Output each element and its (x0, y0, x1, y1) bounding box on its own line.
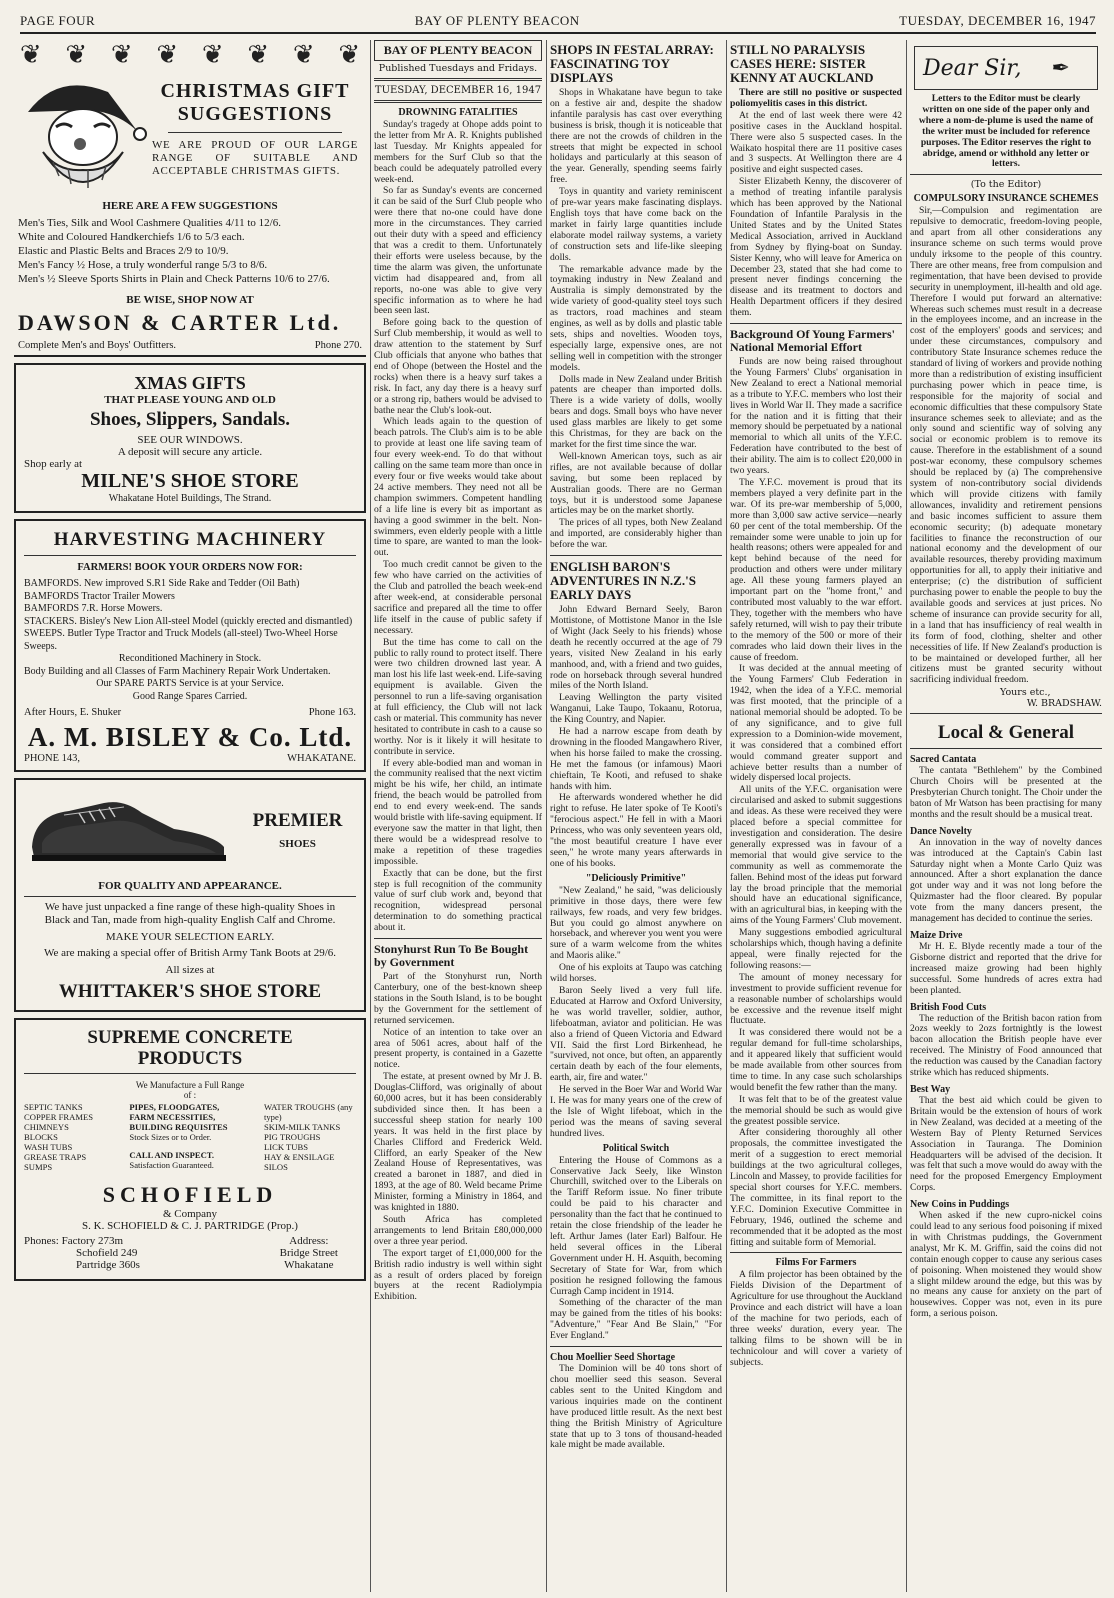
list-item: STACKERS. Bisley's New Lion All-steel Model (quickly erected and dismantled) (24, 615, 353, 627)
list-item: BAMFORDS 7.R. Horse Mowers. (24, 603, 163, 614)
company-name: A. M. BISLEY & Co. Ltd. (27, 722, 353, 752)
paragraph: Exactly that can be done, but the first step is full recognition of the community value of surf club work and, beyond that recognition, widespread personal determination to do something practical about it. (374, 867, 542, 934)
news-item-heading: Sacred Cantata (910, 754, 977, 766)
store-name: WHITTAKER'S SHOE STORE (58, 981, 322, 1002)
article-body (730, 357, 902, 1248)
masthead-title: BAY OF PLENTY BEACON (374, 40, 542, 61)
list-item: Men's Ties, Silk and Wool Cashmere Qualities 4/11 to 12/6. (18, 217, 281, 229)
article-lead: There are still no positive or suspected poliomyelitis cases in this district. (730, 87, 902, 109)
address-line: Bridge Street (279, 1247, 338, 1259)
list-item: White and Coloured Handkerchiefs 1/6 to 5/3 each. (18, 231, 245, 243)
shoe-icon (24, 785, 239, 875)
paragraph: Before going back to the question of Surf Club membership, it would as well to draw attention to the statement by Surf Club officials that anyone who bathes that end of Ohope (between the Hostel and the rocks) when there is a heavy surf takes a risk. In fact, any day there is a heavy surf or a strong rip, bathers would be advised to bathe near the Club's look-out. (374, 317, 542, 416)
news-item-heading: Dance Novelty (910, 825, 972, 837)
quill-pen-icon: ✒ (1051, 55, 1070, 81)
letters-column (906, 40, 1102, 1592)
list-item: COPPER FRAMES (24, 1112, 94, 1122)
paragraph: It was felt that to be of the greatest value the memorial should be such as would give the greatest possible service. (730, 1093, 902, 1127)
list-item: WASH TUBS (24, 1142, 73, 1152)
address (280, 1235, 338, 1271)
article-headline: Stonyhurst Run To Be Bought by Government (374, 942, 529, 970)
paragraph: South Africa has completed arrangements to lend Britain £80,000,000 over a three year period. (374, 1214, 542, 1247)
paragraph: After considering thoroughly all other proposals, the committee investigated the merit of a suggestion to erect memorial buildings at the two agricultural colleges, Lincoln and Massey, to provide facilities for special short courses for Y.F.C. members. The committee, in its final report to the Y.F.C. Dominion Executive Committee in February, 1946, outlined the scheme and recommended that it be adopted as the most fitting and suitable form of Memorial. (730, 1127, 902, 1248)
list-item: LICK TUBS (263, 1142, 308, 1152)
call-inspect: CALL AND INSPECT. (129, 1150, 215, 1160)
paragraph: Baron Seely lived a very full life. Educated at Harrow and Oxford University, he was world traveller, soldier, author, lifeboatman, aviator and politician. He was also a friend of Queen Victoria and Edward VII. Said the first Lord Birkenhead, he "survived, not once, but often, an apparently certain death by each of the four elements, earth, air, fire and water." (550, 984, 722, 1084)
page-number: PAGE FOUR (20, 13, 96, 28)
article-body (550, 1364, 722, 1451)
dawson-carter-ad (14, 40, 366, 357)
article-headline: STILL NO PARALYSIS CASES HERE: SISTER KENNY AT AUCKLAND (730, 42, 874, 85)
ad-line: MAKE YOUR SELECTION EARLY. (105, 931, 275, 943)
issue-date: TUESDAY, DECEMBER 16, 1947 (899, 13, 1096, 28)
article-subheading: "Deliciously Primitive" (585, 872, 687, 884)
paragraph: Well-known American toys, such as air rifles, are not available because of dollar saving, but some been replaced by Australian goods. There are no German toys, but it is understood some Japanese articles may be on the market shortly. (550, 450, 722, 517)
list-item: Stock Sizes or to Order. (129, 1132, 212, 1142)
paragraph: So far as Sunday's events are concerned it can be said of the Surf Club people who were there that no-one could have done more in the circumstances. They carried out their duty with a speed and efficiency that was a credit to them. Unfortunately their efforts were useless because, by the time the alarm was given, the unfortunate victim had disappeared and, from all reports, no-one was able to give very specific information as to where he had been seen last. (374, 185, 542, 317)
ad-line: Shop early at (24, 458, 83, 470)
milnes-shoe-store-ad (14, 363, 366, 513)
paragraph: The prices of all types, both New Zealand and imported, are considerably higher than before the war. (550, 517, 722, 551)
letter-addressee: (To the Editor) (970, 179, 1042, 191)
news-item-heading: Best Way (910, 1083, 951, 1095)
paragraph: The export target of £1,000,000 for the British radio industry is well within sight as a result of orders placed by foreign buyers at the recent Radiolympia Exhibition. (374, 1247, 542, 1303)
location: WHAKATANE. (287, 753, 356, 764)
article-headline: Films For Farmers (775, 1257, 857, 1269)
phone-numbers (24, 1235, 140, 1271)
news-item-heading: British Food Cuts (910, 1001, 987, 1013)
machinery-list (24, 578, 356, 703)
list-item: Body Building and all Classes of Farm Machinery Repair Work Undertaken. (24, 665, 331, 677)
article-body (550, 88, 722, 551)
list-item: PIPES, FLOODGATES, (129, 1102, 220, 1112)
article-headline: SHOPS IN FESTAL ARRAY: FASCINATING TOY DISPLAYS (550, 42, 714, 85)
paper-name: BAY OF PLENTY BEACON (414, 13, 580, 28)
list-item: GREASE TRAPS (24, 1152, 87, 1162)
ad-subheading: THAT PLEASE YOUNG AND OLD (104, 394, 276, 406)
schofield-concrete-ad (14, 1018, 366, 1281)
bisley-machinery-ad (14, 519, 366, 772)
paragraph: He afterwards wondered whether he did right to refuse. He later spoke of Te Kooti's "ferocious aspect." He fell in with a Maori Princess, who was only seventeen years old, "the most beautiful creature I have ever seen," he wrote many years afterwards in one of his books. (550, 792, 722, 869)
list-item: FARM NECESSITIES, (129, 1112, 216, 1122)
ad-title-2: SUGGESTIONS (177, 103, 333, 125)
letters-notice: Letters to the Editor must be clearly written on one side of the paper only and where a nom-de-plume is used the name of the writer must be included for reference purposes. The Editor reserves the right to abridge, amend or withhold any letter or letters. (918, 93, 1094, 170)
paragraph: Funds are now being raised throughout the Young Farmers' Clubs' organisation in New Zealand to erect a National memorial as a tribute to Y.F.C. members who lost their lives in World War II. They made a sacrifice for the nation and it is fitting that their memory should be perpetuated by a national memorial to which all units of the Y.F.C. Federation have contributed to the best of their ability. The aim is to collect £20,000 in two years. (730, 356, 902, 477)
ad-body: We have just unpacked a fine range of these high-quality Shoes in Black and Tan, made from high-quality English Calf and Chrome. (44, 901, 336, 926)
news-column-3 (546, 40, 722, 1592)
news-item-text: Mr H. E. Blyde recently made a tour of the Gisborne district and reported that the drive for increased maize growing had been highly successful. Some hundreds of acres extra had been planted. (910, 941, 1102, 996)
paragraph: He had a narrow escape from death by drowning in the flooded Mangawhero River, when his horse failed to make the crossing. He met the famous (or infamous) Maori chieftain, Te Kooti, and refused to shake hands with him. (550, 726, 722, 792)
article-body (374, 120, 542, 934)
paragraph: The estate, at present owned by Mr J. B. Douglas-Clifford, was originally of about 60,000 acres, but it has been considerably subdivided since then. It has been a successful sheep station for nearly 100 years. It was held in the first place by Charles Clifford and Frederick Weld. Clifford, an early Speaker of the New Zealand House of Representatives, was created a baronet in 1887, and died in 1893, at the age of 80. Weld became Prime Minister, forming a Ministry in 1864, and was knighted in 1880. (374, 1071, 542, 1214)
company-name: SCHOFIELD (102, 1182, 278, 1207)
list-item: Elastic and Plastic Belts and Braces 2/9 to 10/9. (18, 245, 229, 257)
paragraph: If every able-bodied man and woman in the community realised that the next victim might be his wife, her child, an intimate friend, the beach would be patrolled from end to end every week-end. The sands would bristle with life-saving equipment. If everyone saw the matter in that light, then there would be a widespread resolve to make a repetition of these tragedies impossible. (374, 757, 542, 867)
ad-line: SEE OUR WINDOWS. (137, 434, 243, 446)
news-item-text: The reduction of the British bacon ration from 2ozs weekly to 2ozs fortnightly is the lowest bacon allocation the British people have ever received. The Ministry of Food announced that the reduction was caused by the Canadian factory strike which has reduced shipments. (910, 1012, 1102, 1079)
paragraph: Dolls made in New Zealand under British patents are cheaper than imported dolls. There is a wide variety of dolls, woolly bears and dogs. Small boys who have never used glass marbles are likely to get some this Christmas, for they are back on the market for the first time since the war. (550, 373, 722, 450)
list-item: Our SPARE PARTS Service is at your Service. (96, 678, 284, 689)
paragraph: Notice of an intention to take over an area of 5061 acres, about half of the present property, is contained in a Gazette notice. (374, 1026, 542, 1071)
list-item: BAMFORDS. New improved S.R1 Side Rake and Tedder (Oil Bath) (24, 578, 300, 589)
ad-title: HARVESTING MACHINERY (53, 529, 327, 550)
list-item: WATER TROUGHS (any type) (263, 1102, 353, 1122)
masthead-date: TUESDAY, DECEMBER 16, 1947 (374, 85, 542, 96)
list-item: SKIM-MILK TANKS (263, 1122, 341, 1132)
paragraph: The Y.F.C. movement is proud that its members played a very definite part in the war. Of its pre-war membership of 5,000, more than 3,000 saw active service—nearly 60 per cent of the total membership. Of the remainder some were unable to join up for health reasons; others were appealed for and kept behind because of the need for production and others were under military age. All these young farmers played an important part on the "home front," and contributed most valuably to the war effort. They, together with the members who have safely returned, will wish to pay their tribute to the memory of the 500 or more of their comrades who laid down their lives in the cause of freedom. (730, 477, 902, 663)
news-item-text: When asked if the new cupro-nickel coins could lead to any serious food poisoning if mixed in with Christmas puddings, the Government analyst, Mr K. M. Griffin, said the coins did not contain enough copper to cause any serious cases of poisoning. When moistened they would show a slight mildew around the edge, but this was by no means any cause for anxiety on the part of housewives. Copper was not, even in its pure form, a serious poison. (910, 1210, 1102, 1320)
product-list-left (24, 1102, 93, 1172)
store-name: MILNE'S SHOE STORE (81, 470, 299, 492)
satisfaction: Satisfaction Guaranteed. (129, 1160, 214, 1170)
ad-subheading: HERE ARE A FEW SUGGESTIONS (102, 200, 278, 212)
ad-intro: WE ARE PROUD OF OUR LARGE RANGE OF SUITABLE AND ACCEPTABLE CHRISTMAS GIFTS. (152, 139, 358, 177)
ad-headline: Shoes, Slippers, Sandals. (89, 409, 291, 430)
letter-closing: Yours etc., (1000, 687, 1051, 699)
after-hours: After Hours, E. Shuker (24, 707, 122, 718)
paragraph: Sir,—Compulsion and regimentation are repulsive to democratic, freedom-loving people, and apart from all other considerations any insurance scheme on such terms would prove unduly irksome to the people of this country. There are other means, free from compulsion and regimentation, that have been devised to provide security in unemployment, ill-health and old age. Therefore I would put forward an alternative: Whereas such schemes must result in a decrease in the employees income, and an increase in the cost of the employers' goods and services; and under these circumstances, compulsory and contributory State Insurance schemes reduce the standard of living of workers and provide nothing more than a redistribution of existing insufficient purchasing power which in peace time, is responsible for the majority of social and economic difficulties that these compulsory State insurance schemes seek to alleviate; and as the only sound and scientific way of solving any social or economic problem is to remove its cause. Therefore in the establishment of a sound post-war economy, these compulsory schemes should be replaced by (a) The comprehensive system of non-contributory social dividends which will provide citizens with family allowances, invalidity and retirement pensions and basic incomes sufficient to assure them economic security; (b) adequate monetary facilities to finance the reconstruction of our national economy and the development of our available resources, thereby providing maximum opportunities for all, to apply their initiative and enterprise; (c) the distribution of sufficient purchasing power to enable the people to buy the available goods and services at just prices. No scheme of insurance can provide security for all, in a land that has insufficiency of real wealth in its form of food, clothing, shelter and other necessities of life. If New Zealand's production is to be maintained or developed further, all her citizens must be granted security without sacrificing individual freedom. (910, 205, 1102, 686)
santa-claus-icon (18, 72, 148, 192)
phone: Phones: Factory 273m (24, 1235, 123, 1247)
logo-text: Dear Sir, (923, 55, 1022, 81)
news-item-text: An innovation in the way of novelty dances was introduced at the Captain's Cabin last Saturday night when a Monte Carlo Quiz was announced. After a short explanation the dance got under way and it was not long before the Quizmaster had the floor cleared. By popular vote from the many dancers present, the management has decided to continue the series. (910, 836, 1102, 925)
list-item: BAMFORDS Tractor Trailer Mowers (24, 590, 175, 602)
paragraph: But the time has come to call on the public to rally round to protect itself. There were two children drowned last year. A man lost his life last week-end. Life-saving equipment is available. Given the personnel to run a life-saving organisation at full efficiency, the Club will not lack cash or material. This community has never hesitated to contribute in cash to a cause so worthy. Nor is it likely it will hesitate to contribute in service. (374, 636, 542, 757)
product-list-right (264, 1102, 356, 1172)
phone: Phone 163. (308, 707, 356, 718)
article-body (374, 972, 542, 1303)
paragraph: Sister Elizabeth Kenny, the discoverer of a method of treating infantile paralysis which has been approved by the National Foundation of Infantile Paralysis in the United States and by the United States Medical Association, arrived in Auckland from Sydney by flying-boat on Sunday. Sister Kenny, who will leave for America on December 23, stated that she had come to present never findings concerning the disease and its treatment to doctors and Health Department officers if they desired them. (730, 176, 902, 319)
suggestion-list (18, 216, 362, 286)
local-general-heading: Local & General (937, 722, 1075, 744)
article-headline: Chou Moellier Seed Shortage (550, 1352, 676, 1364)
address-line: Whakatane (284, 1259, 334, 1271)
ad-title: SUPREME CONCRETE (87, 1027, 293, 1048)
article-headline: Background Of Young Farmers' National Memorial Effort (730, 327, 896, 355)
paragraph: A film projector has been obtained by the Fields Division of the Department of Agriculture for use throughout the Auckland Province and each district will have a loan of the machine for two periods, each of three weeks' duration, every year. The talking films to be shown will be in technicolour and will cover a variety of subjects. (730, 1269, 902, 1368)
ad-subheading: FARMERS! BOOK YOUR ORDERS NOW FOR: (77, 562, 303, 573)
news-item-heading: New Coins in Puddings (910, 1199, 1010, 1211)
paragraph: Part of the Stonyhurst run, North Canterbury, one of the best-known sheep stations in the South Island, is to be bought by the Government for the settlement of returned servicemen. (374, 971, 542, 1026)
advertisement-column (14, 40, 366, 1592)
news-column-4 (726, 40, 902, 1592)
local-news-list (910, 754, 1102, 1320)
news-item-text: The cantata "Bethlehem" by the Combined Church Choirs will be presented at the Presbyterian Church tonight. The Choir under the baton of Mr Watson has been practising for many months and the result should be a musical treat. (910, 765, 1102, 820)
paragraph: Something of the character of the man may be gained from the titles of his books: "Adventure," "Fear And Be Slain," "For Ever England." (550, 1297, 722, 1342)
list-item: BUILDING REQUISITES (129, 1122, 228, 1132)
list-item: CHIMNEYS (24, 1122, 69, 1132)
list-item: PIG TROUGHS (263, 1132, 321, 1142)
paragraph: All units of the Y.F.C. organisation were circularised and asked to submit suggestions and ideas. As these were received they were placed before a special committee for investigation and consideration. The desire generally expressed was in favour of a memorial that would give service to the community as well as commemorate the fallen. Behind most of the ideas put forward lay the broad principle that the memorial should have an educational significance, with an agricultural bias, in keeping with the aims of the Young Farmers' Club movement. (730, 784, 902, 927)
holly-border-icon: ❦ ❦ ❦ ❦ ❦ ❦ ❦ ❦ (19, 40, 361, 69)
article-body (730, 111, 902, 319)
letter-body (910, 206, 1102, 686)
ad-line: A deposit will secure any article. (117, 446, 263, 458)
article-body (550, 1156, 722, 1342)
company-suffix: & Company (162, 1208, 218, 1220)
article-body (550, 886, 722, 1140)
ad-title-2: PRODUCTS (137, 1048, 243, 1069)
news-item-text: That the best aid which could be given to Britain would be the extension of hours of work in New Zealand, was decided at a meeting of the Western Bay of Plenty Returned Services Association in Tauranga. The Dominion Headquarters will be advised of the decision. It was felt that such a move would do away with the need for the proposed Emergency Employment Corps. (910, 1094, 1102, 1194)
article-headline: DROWNING FATALITIES (398, 107, 518, 118)
shop-now: BE WISE, SHOP NOW AT (126, 294, 254, 306)
paragraph: It was decided at the annual meeting of the Young Farmers' Club Federation in 1942, when the idea of a Y.F.C. memorial was first mooted, that the principle of a national memorial should be adopted. To be of any significance, and to give full expression to a Dominion-wide movement, it was considered that a combined effort would command greater support and achieve better results than a number of widely dispersed local projects. (730, 663, 902, 784)
phone: Partridge 360s (76, 1259, 140, 1271)
masthead-frequency: Published Tuesdays and Fridays. (378, 63, 538, 74)
article-body (550, 605, 722, 870)
paragraph: Shops in Whakatane have begun to take on a festive air and, despite the shadow infantile paralysis has cast over everything business is brisk, though it is noticeable that there are not the crowds of children in the streets that might be expected in school holidays and particularly at this season of the year. Generally, spending seems fairly free. (550, 87, 722, 186)
list-item: Good Range Spares Carried. (132, 690, 248, 702)
store-name: DAWSON & CARTER Ltd. (18, 310, 342, 335)
ad-title: XMAS GIFTS (134, 373, 246, 393)
paragraph: It was considered there would not be a regular demand for full-time scholarships, and it appeared likely that sufficient would be made available from other sources from time to time. In any case such scholarships would benefit the few rather than the many. (730, 1027, 902, 1093)
brand-product: SHOES (279, 838, 316, 850)
paragraph: The amount of money necessary for investment to provide sufficient revenue for a reasonable number of scholarships would be excessive and the revenue itself might fluctuate. (730, 971, 902, 1027)
store-address: Whakatane Hotel Buildings, The Strand. (108, 493, 272, 504)
paragraph: Which leads again to the question of beach patrols. The Club's aim is to be able to provide at least one life saving team of four every week-end. To do that without calling on the same team more than once in every four or five weeks would take about 24 active members. They need not all be champion swimmers. Competent handling of a life line is every bit as important as having a good swimmer in the belt. Non-swimmers, even elderly people with a little time to spare, are wanted to man the look-out. (374, 416, 542, 559)
letter-signature: W. BRADSHAW. (1026, 698, 1102, 710)
store-tagline: Complete Men's and Boys' Outfitters. (18, 340, 177, 351)
dear-sir-logo (914, 46, 1098, 90)
list-item: HAY & ENSILAGE SILOS (263, 1152, 335, 1172)
paragraph: He served in the Boer War and World War I. He was for many years one of the crew of the Isle of Wight lifeboat, which in the period was the means of saving several hundred lives. (550, 1084, 722, 1139)
list-item: SWEEPS. Butler Type Tractor and Truck Models (all-steel) Two-Wheel Horse Sweeps. (24, 628, 338, 652)
proprietors: S. K. SCHOFIELD & C. J. PARTRIDGE (Prop.) (82, 1220, 298, 1232)
list-item: SEPTIC TANKS (24, 1102, 83, 1112)
product-list-middle (129, 1102, 227, 1172)
editorial-column (370, 40, 542, 1592)
page-header (20, 8, 1096, 34)
paragraph: Sunday's tragedy at Ohope adds point to the letter from Mr A. R. Knights published last Tuesday. Mr Knights appealed for members for the Surf Club so that the beach could be adequately patrolled every week-end. (374, 119, 542, 185)
brand-name: PREMIER (252, 810, 343, 831)
ad-subheading: FOR QUALITY AND APPEARANCE. (98, 880, 282, 892)
whittakers-shoe-ad (14, 778, 366, 1012)
paragraph: "New Zealand," he said, "was deliciously primitive in those days, there were few railways, few roads, and very few bridges. But you could go almost anywhere on horseback, and wherever you went you were sure of a warm welcome from the whites and Maoris alike." (550, 884, 722, 962)
paragraph: The remarkable advance made by the toymaking industry in New Zealand and Australia is simply demonstrated by the wide variety of good-quality steel toys such as tractors, road machines and steam engines, as well as by dolls and plastic table sets, ships and novelties. Wooden toys, especially large, expensive ones, are not selling well in competition with the stronger models. (550, 263, 722, 373)
paragraph: The Dominion will be 40 tons short of chou moellier seed this season. Several cables sent to the United Kingdom and various inquiries made on the continent have produced little result. As the next best thing the British Ministry of Agriculture state that up to 3 tons of thousand-headed kale might be made available. (550, 1363, 722, 1451)
paragraph: At the end of last week there were 42 positive cases in the Auckland hospital. There were also 5 suspected cases. In the Waikato hospital there are 11 positive cases and 3 suspects. At Wellington there are 4 positive and eight suspected cases. (730, 109, 902, 176)
paragraph: Leaving Wellington the party visited Wanganui, Lake Taupo, Tokaanu, Rotorua, the King Country, and Napier. (550, 692, 722, 726)
ad-line: All sizes at (165, 964, 215, 976)
address-line: Address: (289, 1235, 329, 1247)
paragraph: Many suggestions embodied agricultural scholarships which, though having a definite appeal, were finally rejected for the following reasons:— (730, 927, 902, 971)
paragraph: Too much credit cannot be given to the few who have carried on the activities of the Club and patrolled the beach week-end after week-end, at considerable personal sacrifice and prepared all the time to offer life itself in the cause of public safety if necessary. (374, 559, 542, 636)
store-phone: Phone 270. (314, 340, 362, 351)
article-subheading: Political Switch (602, 1142, 670, 1154)
list-item: SUMPS (24, 1162, 53, 1172)
list-item: Men's Fancy ½ Hose, a truly wonderful range 5/3 to 8/6. (18, 259, 268, 271)
news-item-heading: Maize Drive (910, 930, 963, 941)
phone: PHONE 143, (24, 753, 81, 764)
ad-intro: We Manufacture a Full Range of : (135, 1080, 245, 1100)
ad-offer: We are making a special offer of British Army Tank Boots at 29/6. (43, 947, 337, 959)
paragraph: Entering the House of Commons as a Conservative Jack Seely, like Winston Churchill, switched over to the Liberals on the Tariff Reform issue. No finer tribute could be paid to his character and personality than the fact that he continued to retain the close friendship of the leader he left. Arthur James (later Earl) Balfour. He held several offices in the Liberal Government under H. H. Asquith, becoming Secretary of State for War, from which position he resigned following the famous Curragh Camp incident in 1914. (550, 1154, 722, 1297)
article-headline: ENGLISH BARON'S ADVENTURES IN N.Z.'S EARLY DAYS (550, 559, 696, 603)
list-item: Men's ½ Sleeve Sports Shirts in Plain and Check Patterns 10/6 to 27/6. (18, 273, 330, 285)
paragraph: John Edward Bernard Seely, Baron Mottistone, of Mottistone Manor in the Isle of Wight (Jack Seely to his friends) whose death he recently occurred at the age of 79 years, visited New Zealand in his early manhood, and, with a friend and two guides, rode on horseback through several hundred miles of the North Island. (550, 604, 722, 692)
list-item: Reconditioned Machinery in Stock. (118, 653, 262, 664)
paragraph: Toys in quantity and variety reminiscent of pre-war years make fascinating displays. English toys that have come back on the market in fairly large quantities include elaborate model railway systems, a variety of construction sets and life-like sleeping dolls. (550, 186, 722, 263)
masthead (374, 40, 542, 103)
paragraph: One of his exploits at Taupo was catching wild horses. (550, 962, 722, 985)
letter-headline: COMPULSORY INSURANCE SCHEMES (913, 193, 1099, 205)
article-body (730, 1270, 902, 1368)
list-item: BLOCKS (24, 1132, 58, 1142)
phone: Schofield 249 (76, 1247, 138, 1259)
ad-title: CHRISTMAS GIFT (160, 80, 350, 102)
